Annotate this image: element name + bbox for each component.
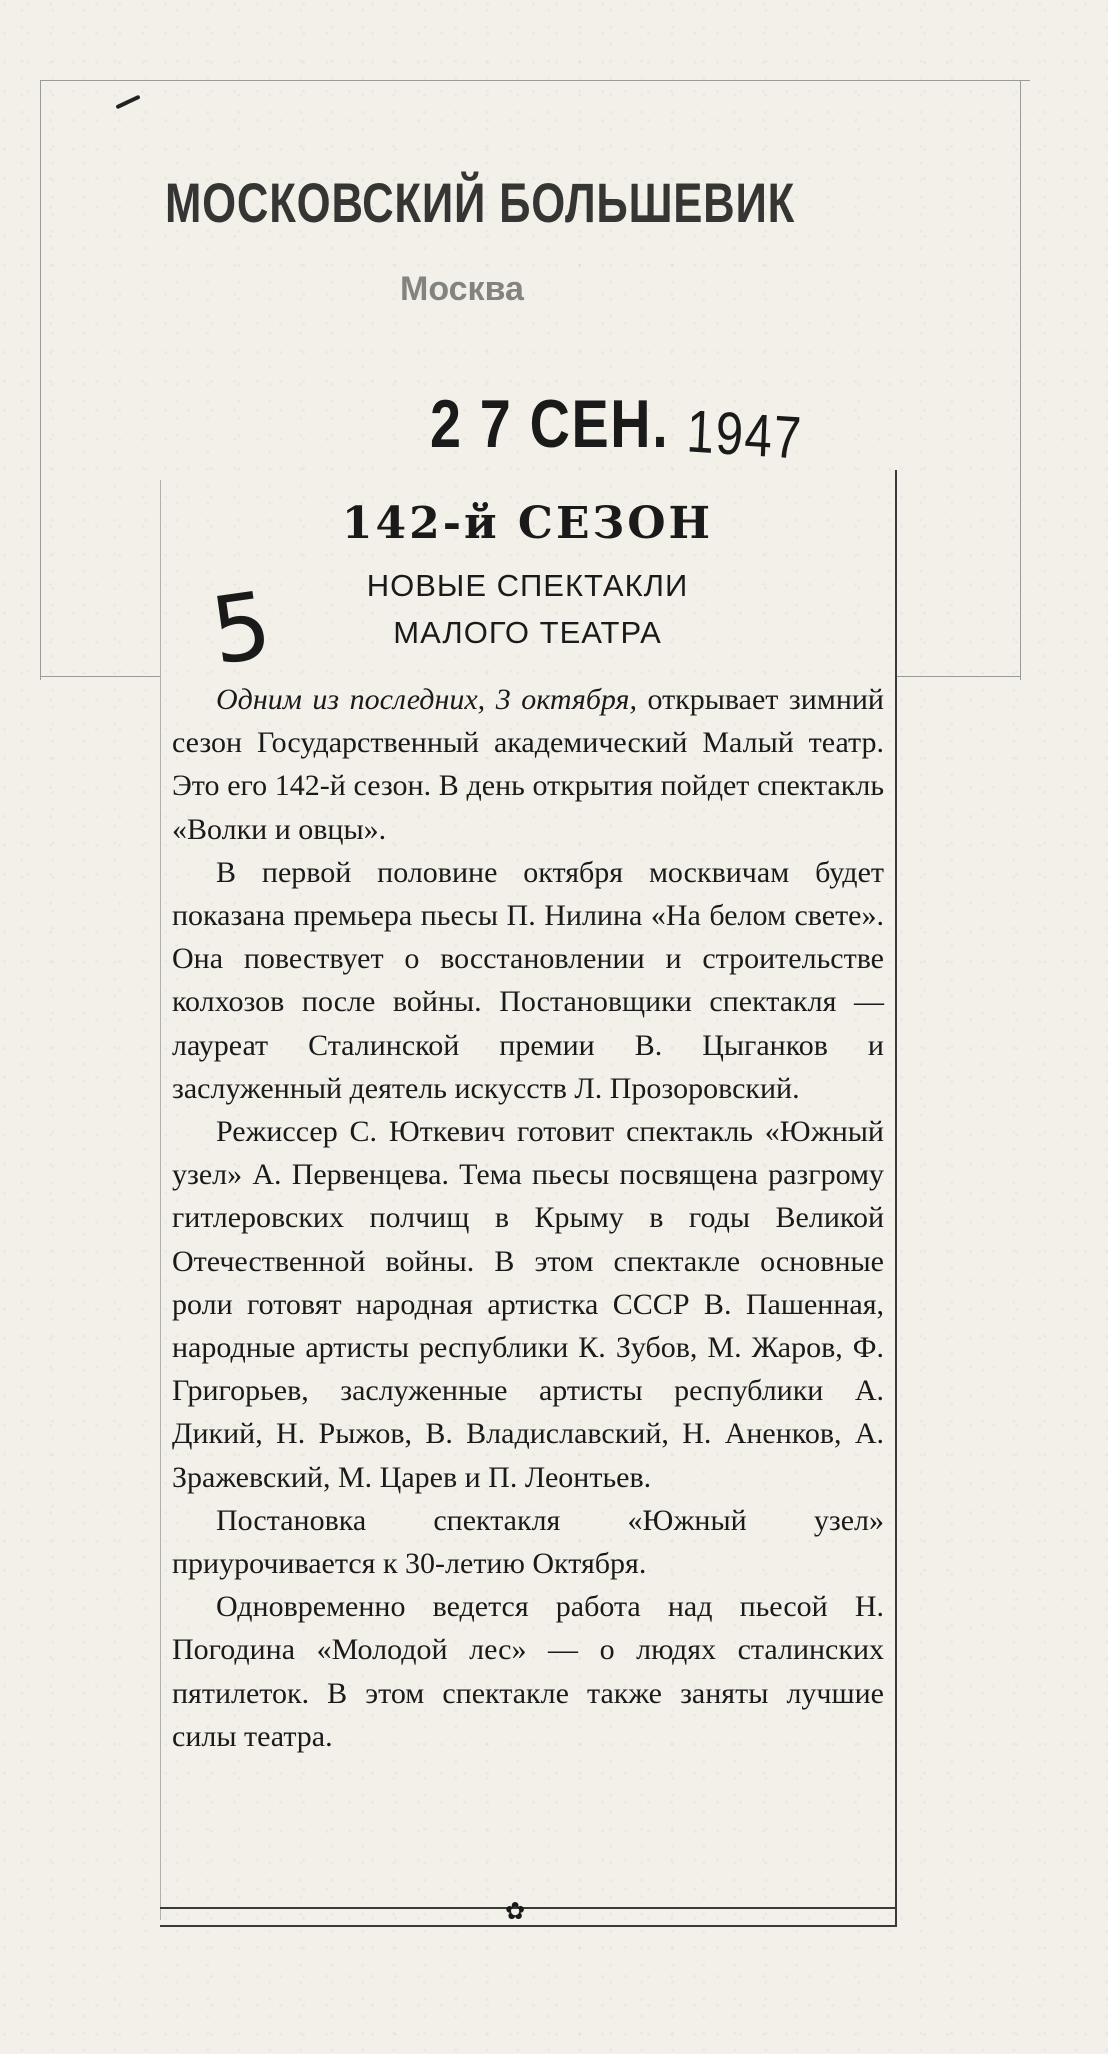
date-stamp (430, 385, 804, 472)
mount-border-step-right (895, 676, 1020, 677)
article-end-ornament-icon: ✿ (505, 1897, 526, 1925)
paragraph-1-rest: открывает зимний сезон Государственный академический Малый театр. Это его 142-й сезон. В день открытия пойдет спектакль «Волки и овцы». (172, 683, 884, 846)
paragraph-1-lead: Одним из последних, 3 октября, (216, 683, 637, 716)
article-body (172, 678, 884, 1758)
article-paragraph-1 (172, 678, 884, 851)
newspaper-city: Москва (400, 270, 524, 308)
date-day-month: 2 7 СЕН. (430, 386, 670, 462)
article-paragraph-5: Одновременно ведется работа над пьесой Н. Погодина «Молодой лес» — о людях сталинских пятилеток. В этом спектакле также заняты лучшие силы театра. (172, 1590, 884, 1753)
article-end-rule (160, 1907, 895, 1909)
newspaper-clipping (160, 470, 897, 1927)
article-paragraph-4: Постановка спектакля «Южный узел» приурочивается к 30-летию Октября. (172, 1503, 884, 1581)
newspaper-stamp (165, 170, 796, 308)
mount-border-step (40, 676, 160, 677)
newspaper-name: МОСКОВСКИЙ БОЛЬШЕВИК (165, 171, 796, 234)
article-paragraph-2: В первой половине октября москвичам будет показана премьера пьесы П. Нилина «На белом свете». Она повествует о восстановлении и строительстве колхозов после войны. Постановщики спектакля — лауреат Сталинской премии В. Цыганков и заслуженный деятель искусств Л. Прозоровский. (172, 855, 884, 1105)
article-paragraph-3: Режиссер С. Юткевич готовит спектакль «Южный узел» А. Первенцева. Тема пьесы посвящена разгрому гитлеровских полчищ в Крыму в годы Великой Отечественной войны. В этом спектакле основные роли готовят народная артистка СССР В. Пашенная, народные артисты республики К. Зубов, М. Жаров, Ф. Григорьев, заслуженные артисты республики А. Дикий, Н. Рыжов, В. Владиславский, Н. Аненков, А. Зражевский, М. Царев и П. Леонтьев. (172, 1115, 884, 1494)
mount-border-right (1020, 80, 1021, 680)
date-year: 1947 (685, 397, 804, 472)
article-headline: 142-й СЕЗОН (341, 498, 714, 549)
mount-border-top (40, 80, 1030, 81)
mount-border-left (40, 80, 41, 680)
margin-handwritten-mark: 5 (204, 571, 278, 686)
article-subheading-line2: МАЛОГО ТЕАТРА (393, 615, 662, 650)
article-subheading-line1: НОВЫЕ СПЕКТАКЛИ (366, 568, 689, 603)
pen-mark (115, 95, 140, 110)
